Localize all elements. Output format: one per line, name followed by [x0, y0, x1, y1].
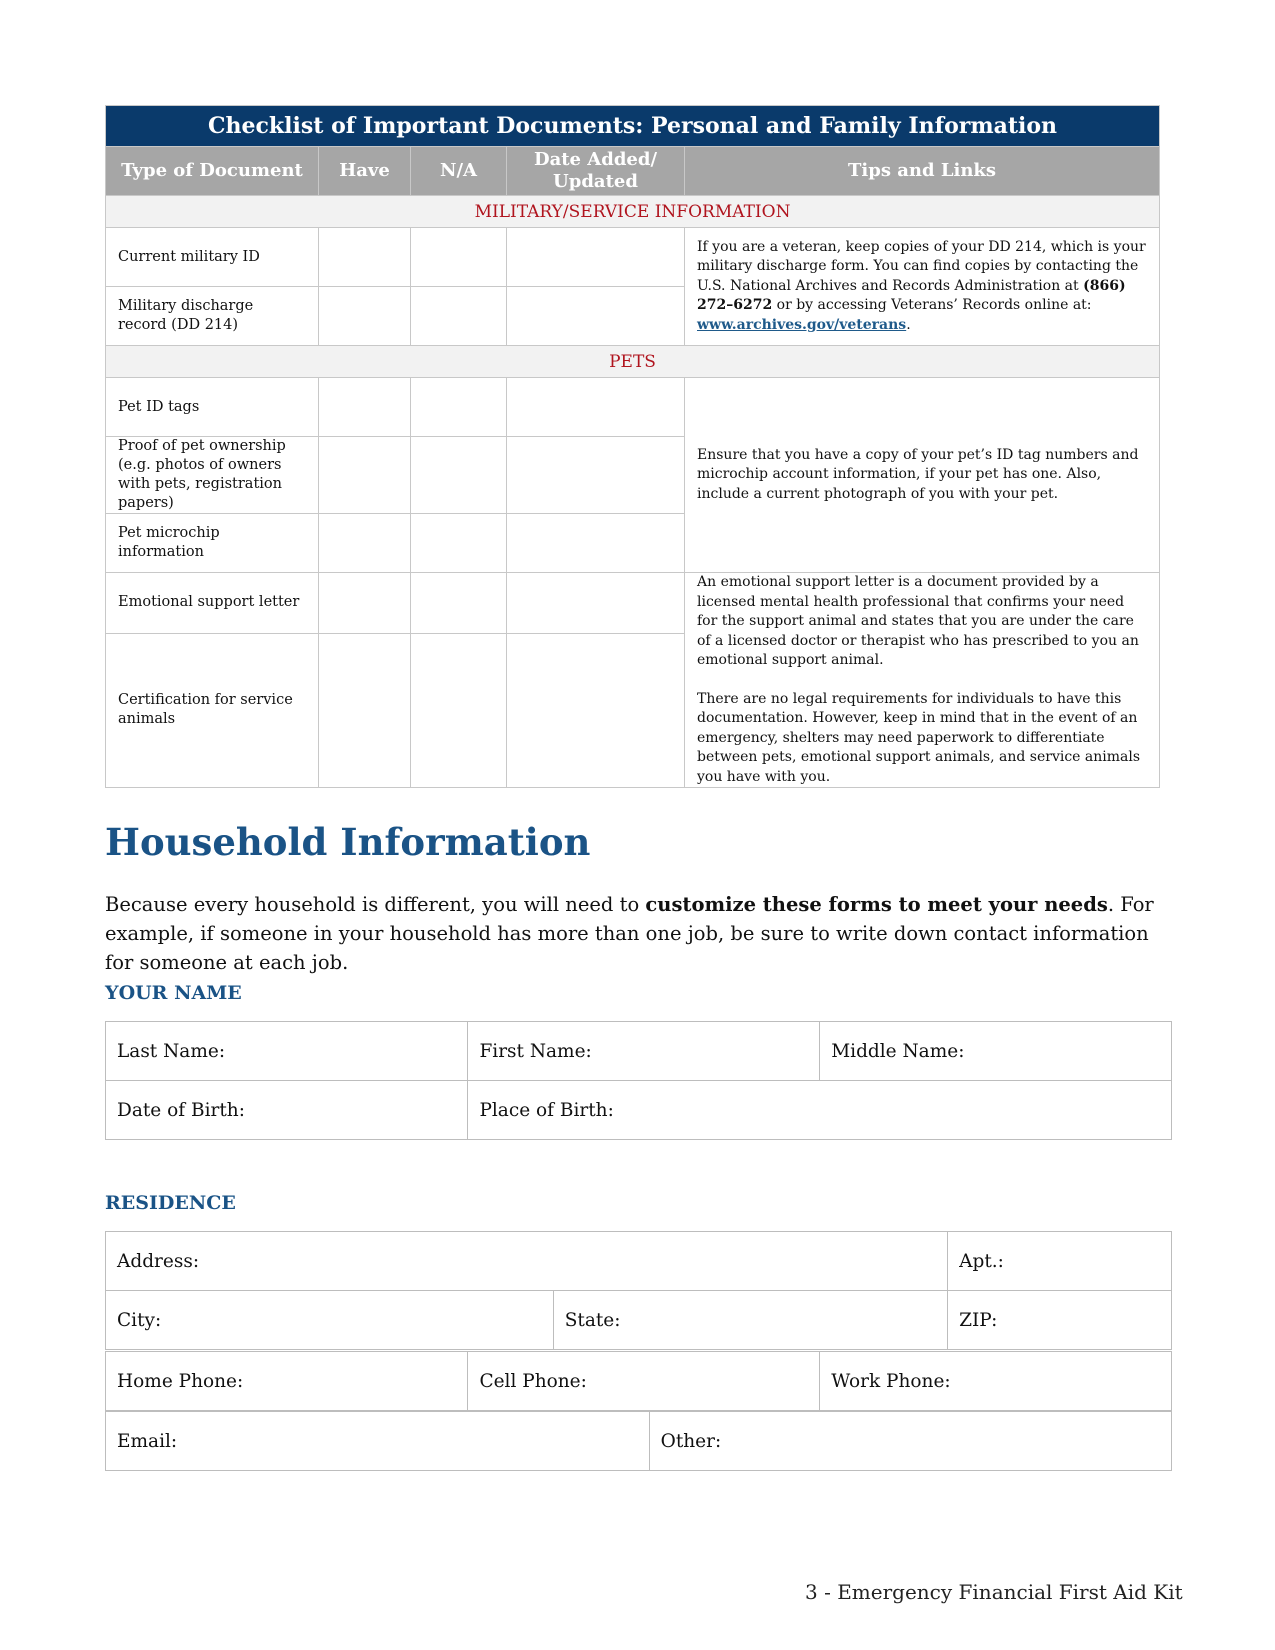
date-cell[interactable]: [507, 514, 685, 573]
doc-microchip: Pet microchip information: [106, 514, 319, 573]
tip-military: If you are a veteran, keep copies of your DD 214, which is your military discharge form. You can find copies by contacting the U.S. National Archives and Records Administration at (866) 272–6272 or by accessing Veterans’ Records online at: www.archives.gov/veterans.: [685, 228, 1160, 346]
other-field[interactable]: Other:: [649, 1412, 1171, 1471]
doc-esa-letter: Emotional support letter: [106, 573, 319, 634]
have-cell[interactable]: [319, 378, 411, 437]
apt-field[interactable]: Apt.:: [948, 1232, 1172, 1291]
your-name-heading: YOUR NAME: [105, 982, 242, 1004]
zip-field[interactable]: ZIP:: [948, 1291, 1172, 1350]
household-intro: Because every household is different, you will need to customize these forms to meet your needs. For example, if someone in your household has more than one job, be sure to write down contact information for someone at each job.: [105, 893, 1154, 974]
last-name-field[interactable]: Last Name:: [106, 1022, 468, 1081]
household-heading: Household Information: [105, 820, 591, 864]
state-field[interactable]: State:: [553, 1291, 947, 1350]
na-cell[interactable]: [411, 633, 507, 787]
work-phone-field[interactable]: Work Phone:: [820, 1352, 1172, 1411]
have-cell[interactable]: [319, 287, 411, 346]
pob-field[interactable]: Place of Birth:: [468, 1081, 1172, 1140]
section-military: MILITARY/SERVICE INFORMATION: [106, 196, 1160, 228]
na-cell[interactable]: [411, 378, 507, 437]
col-tips: Tips and Links: [685, 147, 1160, 196]
date-cell[interactable]: [507, 287, 685, 346]
have-cell[interactable]: [319, 514, 411, 573]
city-field[interactable]: City:: [106, 1291, 554, 1350]
have-cell[interactable]: [319, 573, 411, 634]
archives-link[interactable]: www.archives.gov/veterans: [697, 316, 907, 333]
cell-phone-field[interactable]: Cell Phone:: [468, 1352, 820, 1411]
col-date: Date Added/ Updated: [507, 147, 685, 196]
date-cell[interactable]: [507, 378, 685, 437]
checklist-title: Checklist of Important Documents: Personal and Family Information: [106, 106, 1160, 147]
na-cell[interactable]: [411, 437, 507, 514]
col-na: N/A: [411, 147, 507, 196]
have-cell[interactable]: [319, 633, 411, 787]
tip-esa: An emotional support letter is a document provided by a licensed mental health professional that confirms your need for the support animal and states that you are under the care of a licensed doctor or therapist who has prescribed to you an emotional support animal. There are no legal requirements for individuals to have this documentation. However, keep in mind that in the event of an emergency, shelters may need paperwork to differentiate between pets, emotional support animals, and service animals you have with you.: [685, 573, 1160, 788]
date-cell[interactable]: [507, 228, 685, 287]
na-cell[interactable]: [411, 228, 507, 287]
address-field[interactable]: Address:: [106, 1232, 948, 1291]
page-footer: 3 - Emergency Financial First Aid Kit: [805, 1580, 1183, 1604]
col-have: Have: [319, 147, 411, 196]
na-cell[interactable]: [411, 514, 507, 573]
date-cell[interactable]: [507, 573, 685, 634]
middle-name-field[interactable]: Middle Name:: [820, 1022, 1172, 1081]
doc-military-id: Current military ID: [106, 228, 319, 287]
na-cell[interactable]: [411, 287, 507, 346]
doc-pet-id: Pet ID tags: [106, 378, 319, 437]
dob-field[interactable]: Date of Birth:: [106, 1081, 468, 1140]
na-cell[interactable]: [411, 573, 507, 634]
tip-pets: Ensure that you have a copy of your pet’s ID tag numbers and microchip account information, if your pet has one. Also, include a current photograph of you with your pet.: [685, 378, 1160, 573]
residence-phone-form: [105, 1351, 1172, 1411]
doc-discharge: Military discharge record (DD 214): [106, 287, 319, 346]
residence-form: [105, 1231, 1172, 1350]
first-name-field[interactable]: First Name:: [468, 1022, 820, 1081]
home-phone-field[interactable]: Home Phone:: [106, 1352, 468, 1411]
doc-service-animal: Certification for service animals: [106, 633, 319, 787]
date-cell[interactable]: [507, 437, 685, 514]
your-name-form: [105, 1021, 1172, 1140]
checklist-table: [105, 105, 1160, 788]
have-cell[interactable]: [319, 437, 411, 514]
section-pets: PETS: [106, 346, 1160, 378]
date-cell[interactable]: [507, 633, 685, 787]
residence-contact-form: [105, 1411, 1172, 1471]
doc-pet-ownership: Proof of pet ownership (e.g. photos of owners with pets, registration papers): [106, 437, 319, 514]
email-field[interactable]: Email:: [106, 1412, 650, 1471]
have-cell[interactable]: [319, 228, 411, 287]
col-type: Type of Document: [106, 147, 319, 196]
residence-heading: RESIDENCE: [105, 1192, 236, 1214]
